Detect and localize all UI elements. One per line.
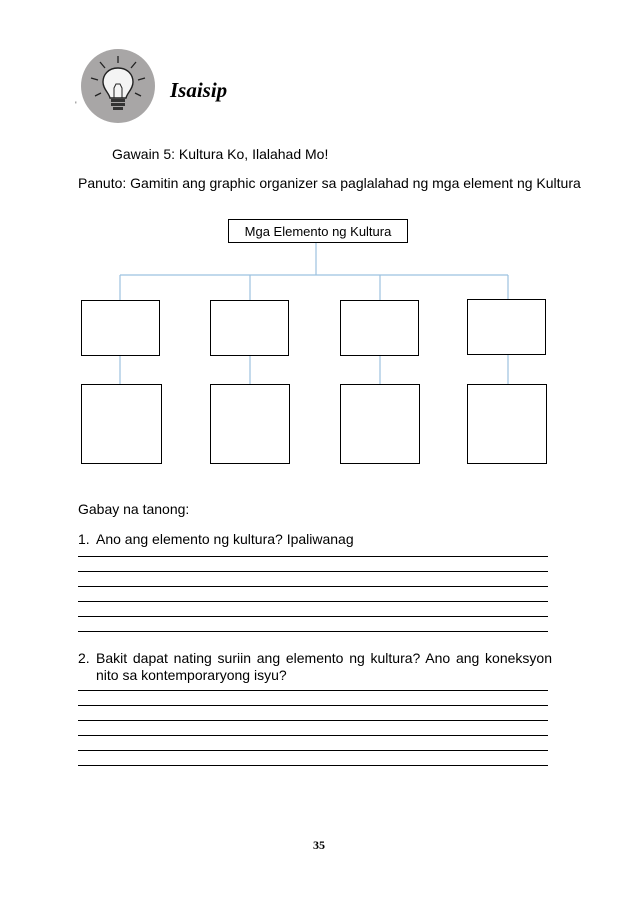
answer-line[interactable] — [78, 586, 548, 587]
answer-line[interactable] — [78, 735, 548, 736]
answer-line[interactable] — [78, 631, 548, 632]
question-text: Bakit dapat nating suriin ang elemento ng kultura? Ano ang koneksyon nito sa kontemporaryong isyu? — [96, 650, 552, 683]
question-number: 1. — [78, 531, 90, 547]
organizer-root-box — [228, 219, 408, 243]
instructions-text: Panuto: Gamitin ang graphic organizer sa paglalahad ng mga element ng Kultura — [78, 175, 581, 191]
answer-line[interactable] — [78, 705, 548, 706]
question-1 — [78, 531, 552, 548]
answer-line[interactable] — [78, 556, 548, 557]
page-number: 35 — [313, 838, 325, 852]
question-2 — [78, 650, 552, 684]
question-number: 2. — [78, 650, 90, 666]
answer-line[interactable] — [78, 690, 548, 691]
activity-title: Gawain 5: Kultura Ko, Ilalahad Mo! — [112, 146, 329, 162]
detail-box-4[interactable] — [467, 384, 547, 464]
answer-line[interactable] — [78, 765, 548, 766]
answer-line[interactable] — [78, 720, 548, 721]
guide-title: Gabay na tanong: — [78, 501, 190, 517]
detail-box-2[interactable] — [210, 384, 290, 464]
stray-mark: ' — [75, 100, 77, 110]
element-box-1[interactable] — [81, 300, 160, 356]
question-text: Ano ang elemento ng kultura? Ipaliwanag — [96, 531, 354, 547]
answer-line[interactable] — [78, 616, 548, 617]
section-title: Isaisip — [170, 78, 228, 102]
element-box-3[interactable] — [340, 300, 419, 356]
answer-line[interactable] — [78, 571, 548, 572]
organizer-root-label: Mga Elemento ng Kultura — [244, 223, 392, 239]
detail-box-1[interactable] — [81, 384, 162, 464]
answer-line[interactable] — [78, 601, 548, 602]
answer-line[interactable] — [78, 750, 548, 751]
element-box-4[interactable] — [467, 299, 546, 355]
detail-box-3[interactable] — [340, 384, 420, 464]
element-box-2[interactable] — [210, 300, 289, 356]
